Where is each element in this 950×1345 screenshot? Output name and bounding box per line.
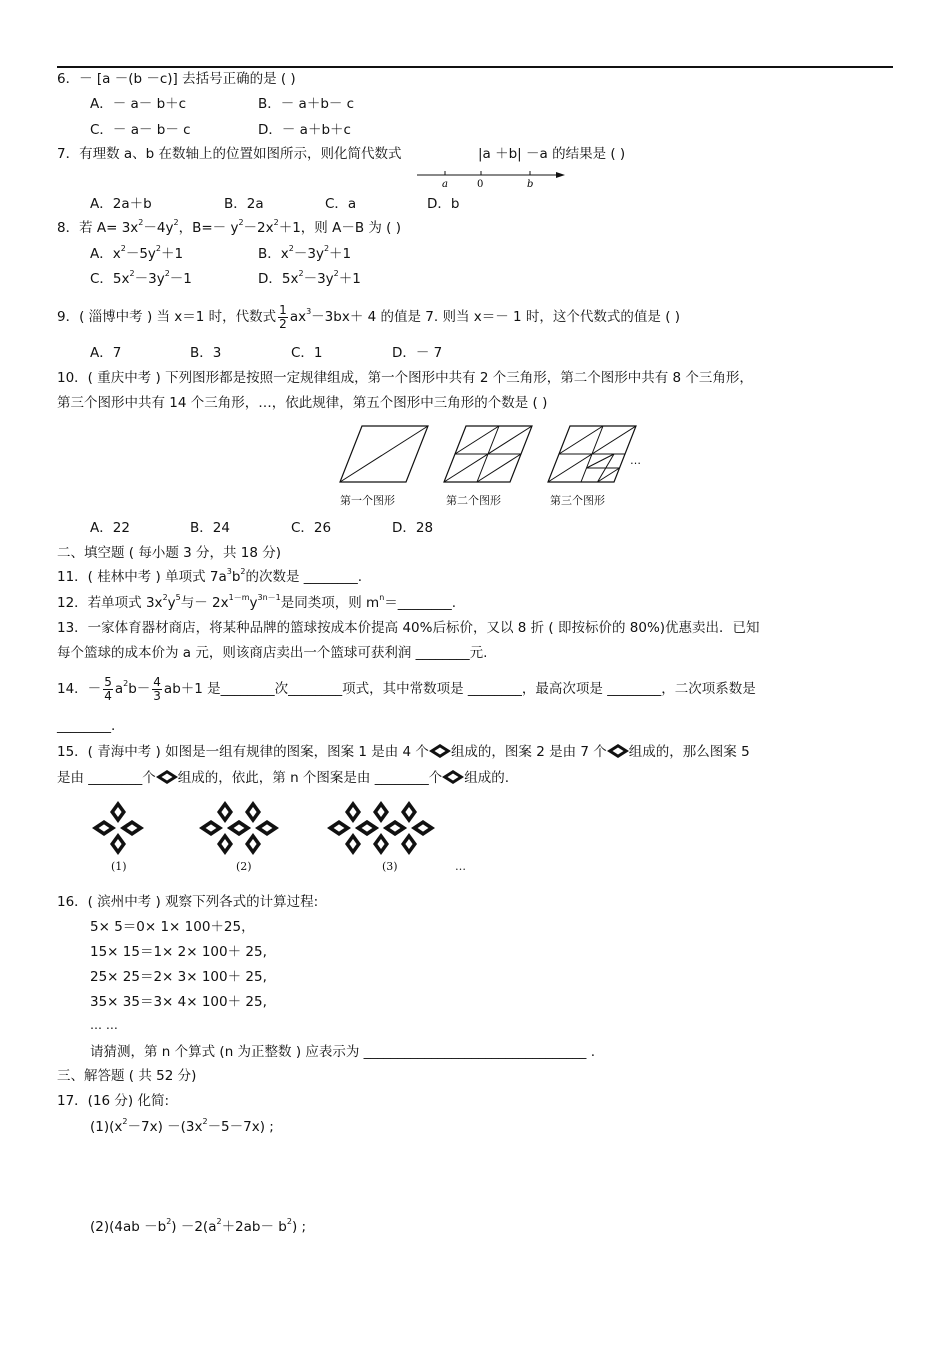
q16-ellipsis: … … xyxy=(90,1018,118,1032)
q10-option-b: B．24 xyxy=(190,520,230,536)
caption-pattern-3: (3) xyxy=(382,860,398,873)
q7-option-c: C．a xyxy=(325,196,357,212)
q14-line2: ________. xyxy=(57,718,116,734)
q7-stem-part2: |a ＋b| －a 的结果是 ( ) xyxy=(478,146,626,162)
q10-stem-line1: 10．( 重庆中考 ) 下列图形都是按照一定规律组成，第一个图形中共有 2 个三角形，第二个图形中共有 8 个三角形， xyxy=(57,370,753,386)
q6-option-a: A．－ a－ b＋c xyxy=(90,96,187,112)
fraction-one-half: $\frac{1}{2}$ xyxy=(279,302,287,331)
diamond-shape xyxy=(373,833,389,855)
diamond-shape xyxy=(345,833,361,855)
diamond-shape xyxy=(110,801,126,823)
q13-line1: 13．一家体育器材商店，将某种品牌的篮球按成本价提高 40%后标价，又以 8 折 ( 即按标价的 80%)优惠卖出．已知 xyxy=(57,620,760,636)
q7-option-b: B．2a xyxy=(224,196,264,212)
q17-part1: $(1)(x^2-7x) -(3x^2-5-7x)$ ; xyxy=(90,1117,274,1135)
caption-figure-3: 第三个图形 xyxy=(550,494,605,507)
q10-option-d: D．28 xyxy=(392,520,434,536)
caption-pattern-2: (2) xyxy=(236,860,252,873)
diamond-shape-icon xyxy=(607,744,629,758)
q9-option-b: B．3 xyxy=(190,345,222,361)
q16-equation: 15× 15＝1× 2× 100＋ 25, xyxy=(90,944,267,960)
q10-stem-line2: 第三个图形中共有 14 个三角形，…，依此规律，第五个图形中三角形的个数是 ( ) xyxy=(57,395,548,411)
caption-pattern-1: (1) xyxy=(111,860,127,873)
q16-guess: 请猜测，第 n 个算式 (n 为正整数 ) 应表示为 _________________________________ . xyxy=(90,1044,596,1060)
q7-option-d: D．b xyxy=(427,196,460,212)
q15-line1: 15．( 青海中考 ) 如图是一组有规律的图案，图案 1 是由 4 个 组成的，图案 2 是由 7 个 组成的，那么图案 5 xyxy=(57,744,750,760)
pattern-continuation-dots: … xyxy=(455,860,466,873)
diamond-shape xyxy=(245,833,261,855)
figure-continuation-dots: … xyxy=(630,454,641,467)
triangle-figure-1 xyxy=(340,425,430,485)
q10-option-a: A．22 xyxy=(90,520,130,536)
q17-stem: 17．(16 分) 化简: xyxy=(57,1093,170,1109)
triangle-figure-2 xyxy=(444,425,534,485)
diamond-shape xyxy=(217,801,233,823)
axis-label-zero: 0 xyxy=(477,179,484,190)
section-answer-heading: 三、解答题 ( 共 52 分) xyxy=(57,1068,197,1084)
diamond-pattern-1 xyxy=(90,800,150,860)
q6-stem: 6．－ [a －(b －c)] 去括号正确的是 ( ) xyxy=(57,71,296,87)
diamond-shape xyxy=(345,801,361,823)
diamond-shape xyxy=(373,801,389,823)
caption-figure-1: 第一个图形 xyxy=(340,494,395,507)
q7-stem-part1: 7．有理数 a、b 在数轴上的位置如图所示，则化简代数式 xyxy=(57,146,402,162)
q16-equation: 35× 35＝3× 4× 100＋ 25, xyxy=(90,994,267,1010)
q6-option-b: B．－ a＋b－ c xyxy=(258,96,355,112)
q12: 12．若单项式 $3x^2y^5$与－ $2x^{1-m}y^{3n-1}$是同类项，则 $m^n=\_\_\_\_\_\_\_\_$. xyxy=(57,593,457,611)
top-rule xyxy=(57,66,893,68)
q10-option-c: C．26 xyxy=(291,520,332,536)
q8-stem: 8．若 $A= 3x^2-4y^2$，$B=- y^2-2x^2+1$，则 A－B 为 ( ) xyxy=(57,218,402,236)
q7-option-a: A．2a＋b xyxy=(90,196,152,212)
diamond-shape xyxy=(355,820,379,836)
number-line-figure xyxy=(415,165,570,193)
q8-option-c: C．$5x^2-3y^2-1$ xyxy=(90,269,192,287)
diamond-shape xyxy=(255,820,279,836)
diamond-shape xyxy=(110,833,126,855)
q8-option-a: A．$x^2-5y^2+1$ xyxy=(90,244,184,262)
diamond-shape xyxy=(227,820,251,836)
caption-figure-2: 第二个图形 xyxy=(446,494,501,507)
q16-equation: 5× 5＝0× 1× 100＋25， xyxy=(90,919,255,935)
q16-equation: 25× 25＝2× 3× 100＋ 25, xyxy=(90,969,267,985)
diamond-shape xyxy=(120,820,144,836)
axis-label-a: a xyxy=(442,179,448,190)
q11: 11．( 桂林中考 ) 单项式 $7a^3b^2$的次数是 ________. xyxy=(57,567,363,585)
axis-label-b: b xyxy=(527,179,534,190)
q13-line2: 每个篮球的成本价为 a 元，则该商店卖出一个篮球可获利润 ________元. xyxy=(57,645,488,661)
q14-line1: 14．－ $\frac{5}{4}$ $a^2b-$ $\frac{4}{3}$ ab＋1 是________次________项式，其中常数项是 ________，最高次项是 ________，二次项系数是 xyxy=(57,674,756,703)
triangle-figure-3 xyxy=(548,425,638,485)
q9-option-d: D．－ 7 xyxy=(392,345,443,361)
diamond-shape xyxy=(401,833,417,855)
q6-option-c: C．－ a－ b－ c xyxy=(90,122,191,138)
diamond-shape xyxy=(199,820,223,836)
diamond-shape xyxy=(401,801,417,823)
diamond-shape-icon xyxy=(442,770,464,784)
diamond-shape xyxy=(245,801,261,823)
q8-option-b: B．$x^2-3y^2+1$ xyxy=(258,244,352,262)
q8-option-d: D．$5x^2-3y^2+1$ xyxy=(258,269,361,287)
q17-part2: $(2)(4ab -b^2) -2(a^2+2ab- b^2)$ ; xyxy=(90,1217,307,1235)
diamond-shape-icon xyxy=(429,744,451,758)
diamond-pattern-2 xyxy=(200,800,290,860)
diamond-shape xyxy=(92,820,116,836)
diamond-pattern-3 xyxy=(333,800,445,860)
diamond-shape xyxy=(383,820,407,836)
diamond-shape-icon xyxy=(156,770,178,784)
diamond-shape xyxy=(327,820,351,836)
q9-option-a: A．7 xyxy=(90,345,122,361)
section-fill-in-heading: 二、填空题 ( 每小题 3 分，共 18 分) xyxy=(57,545,282,561)
q16-stem: 16．( 滨州中考 ) 观察下列各式的计算过程: xyxy=(57,894,319,910)
q6-option-d: D．－ a＋b＋c xyxy=(258,122,351,138)
diamond-shape xyxy=(217,833,233,855)
q15-line2: 是由 ________个 组成的，依此，第 n 个图案是由 ________个 组成的. xyxy=(57,770,510,786)
q9-stem: 9．( 淄博中考 ) 当 x＝1 时，代数式 $\frac{1}{2}$ $ax^3-3bx+ 4$ 的值是 7. 则当 x＝－ 1 时，这个代数式的值是 ( ) xyxy=(57,302,681,331)
q9-option-c: C．1 xyxy=(291,345,323,361)
diamond-shape xyxy=(411,820,435,836)
